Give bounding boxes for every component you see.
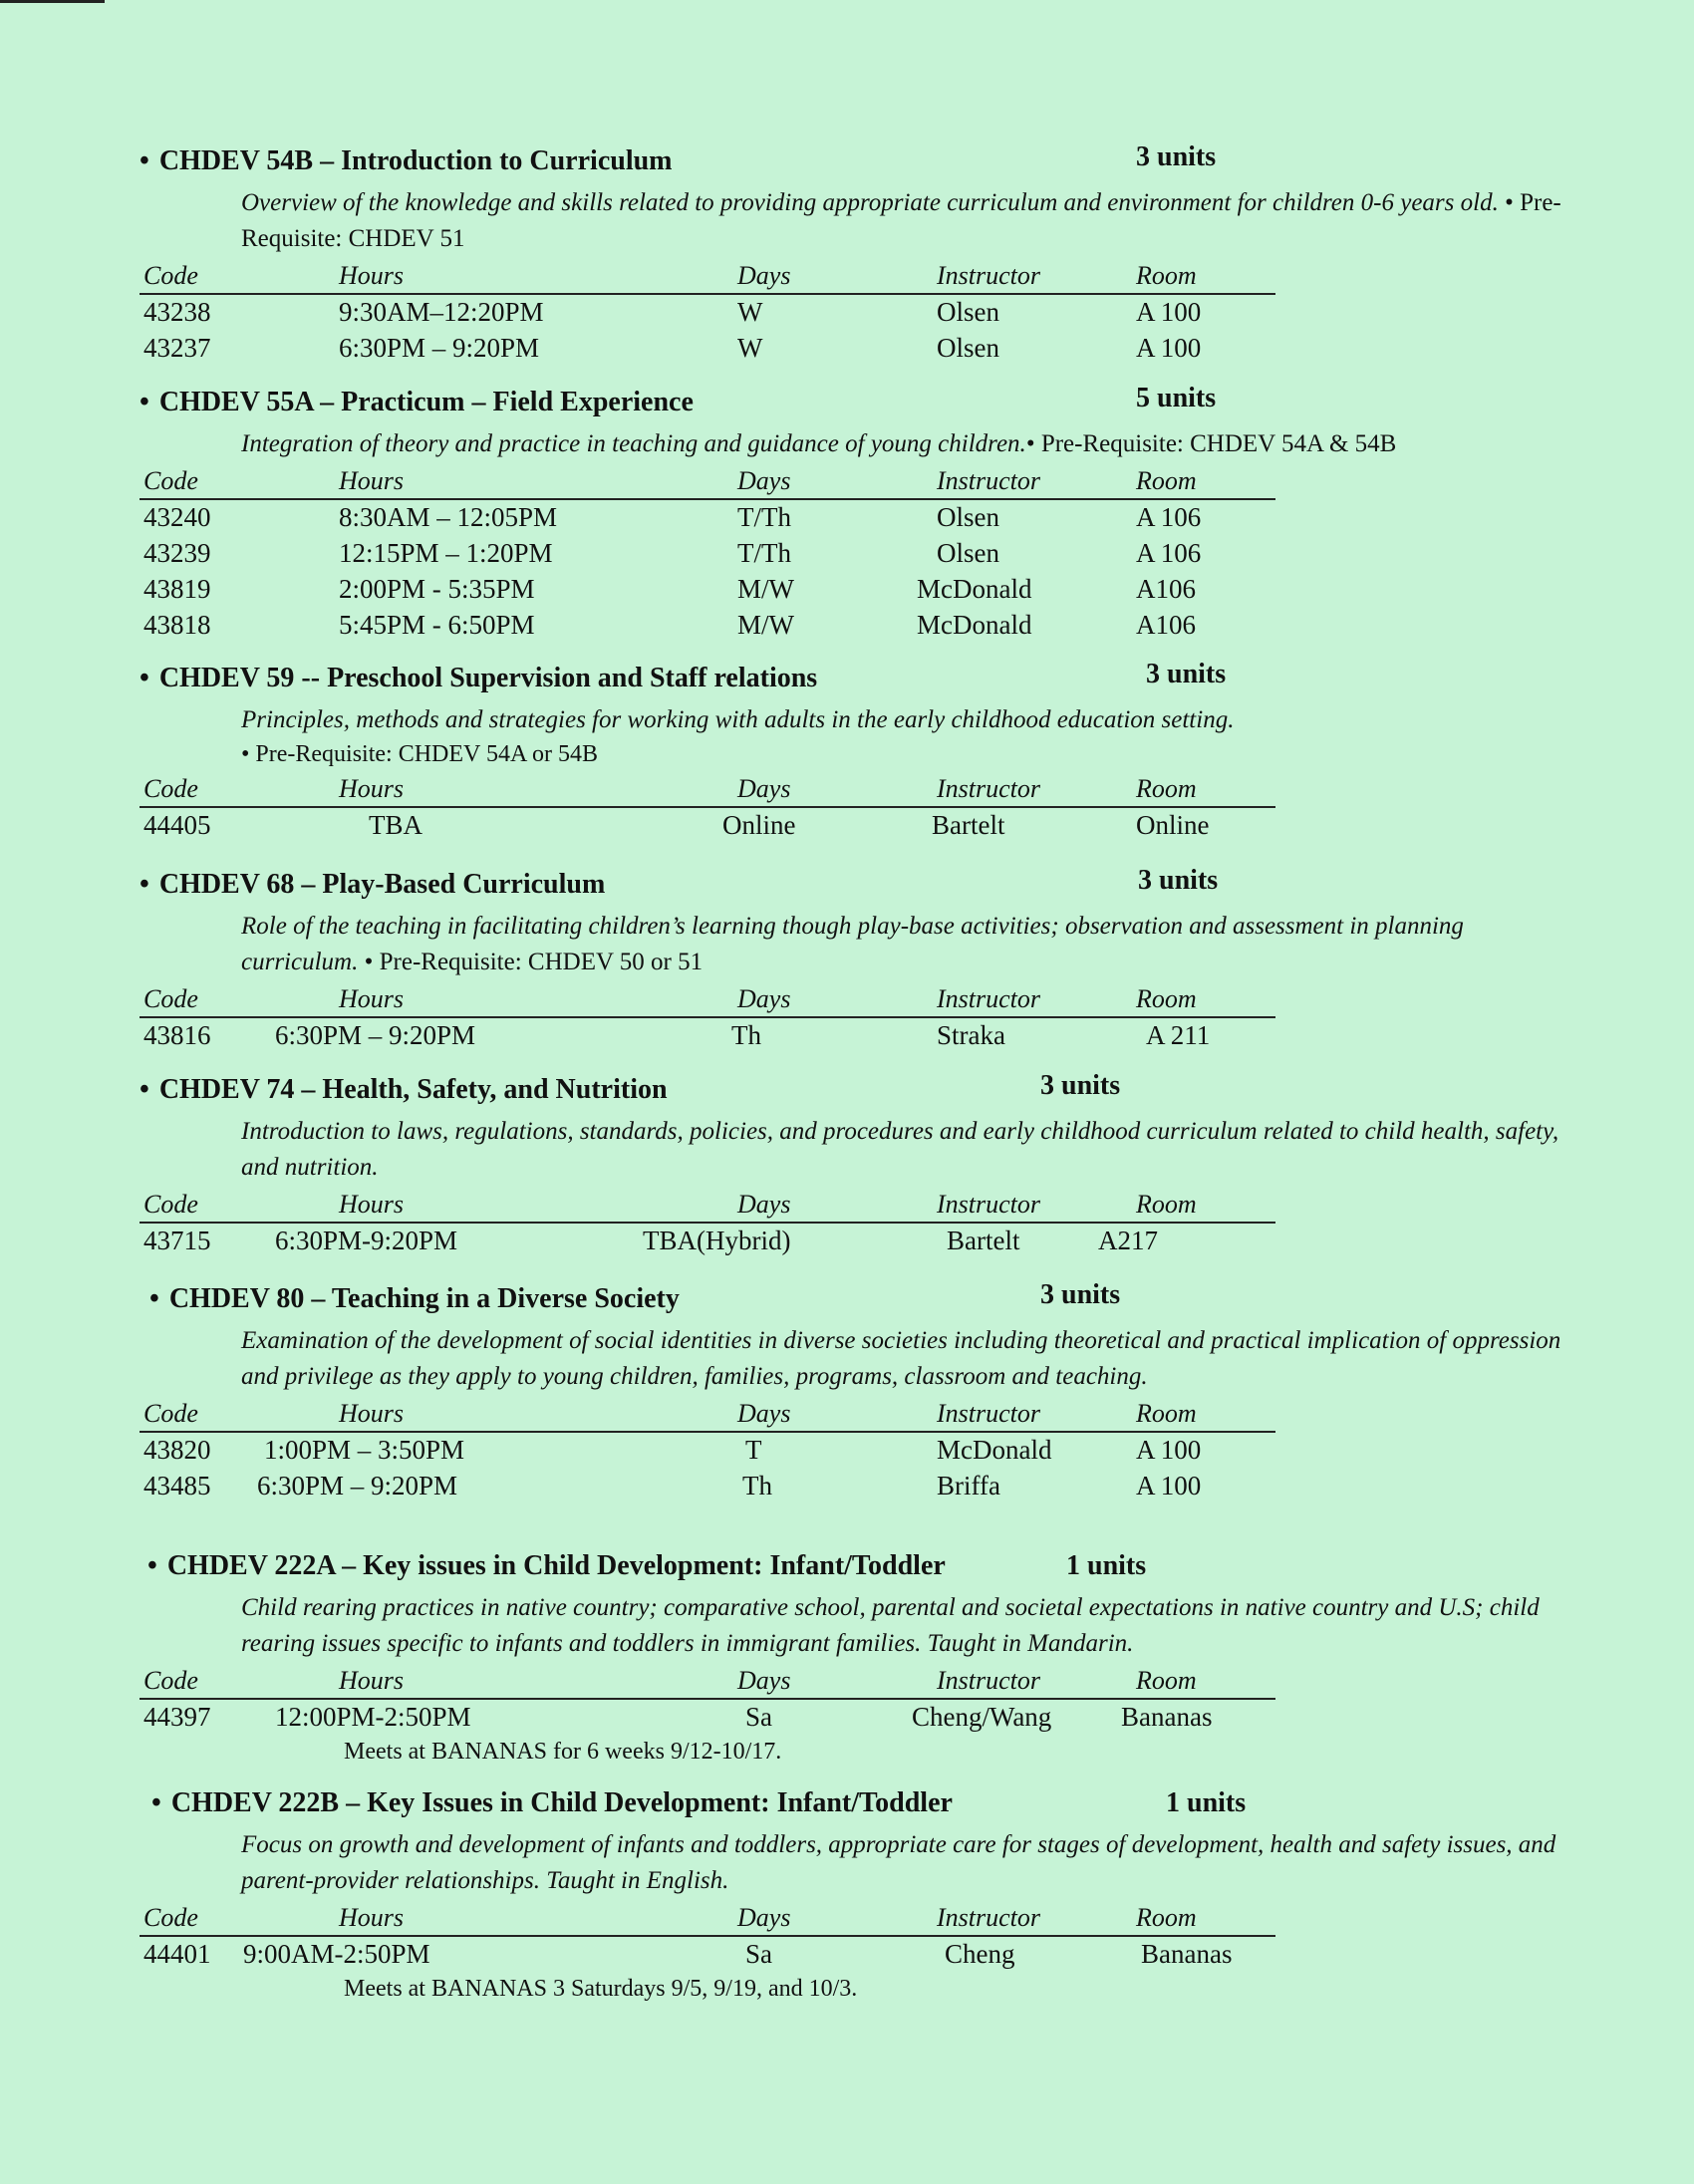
table-row — [140, 1018, 1275, 1054]
course-units: 3 units — [1040, 1070, 1121, 1101]
cell-code: 43818 — [143, 610, 211, 640]
cell-hours: 6:30PM – 9:20PM — [339, 333, 540, 363]
course-title: • CHDEV 222A – Key issues in Child Development: Infant/Toddler — [147, 1550, 946, 1581]
cell-days: T — [745, 1435, 762, 1465]
course-units: 3 units — [1138, 865, 1219, 896]
cell-hours: TBA — [369, 810, 423, 840]
table-row — [140, 1433, 1275, 1469]
section-table — [140, 464, 1275, 644]
header-room: Room — [1136, 984, 1197, 1013]
course-note: Meets at BANANAS 3 Saturdays 9/5, 9/19, and 10/3. — [344, 1976, 858, 2002]
cell-days: T/Th — [737, 538, 791, 568]
cell-instructor: Bartelt — [947, 1226, 1020, 1255]
table-header — [140, 464, 1275, 500]
course-description: Child rearing practices in native country; comparative school, parental and societal expectations in native country and U.S; child rearing issues specific to infants and toddlers in immigrant families. Taught in Mandarin. — [241, 1594, 1540, 1657]
course-prereq: Pre-Requisite: CHDEV 51 — [241, 189, 1561, 252]
cell-days: W — [737, 297, 763, 327]
table-row — [140, 1937, 1275, 1973]
course-description: Principles, methods and strategies for working with adults in the early childhood education setting. — [241, 706, 1235, 733]
cell-instructor: McDonald — [917, 574, 1032, 604]
cell-instructor: Briffa — [937, 1471, 1000, 1501]
header-hours: Hours — [339, 1190, 405, 1219]
table-header — [140, 1901, 1275, 1937]
course-title: • CHDEV 74 – Health, Safety, and Nutrition — [140, 1074, 668, 1105]
course-description: Examination of the development of social identities in diverse societies including theoretical and practical implication of oppression and privilege as they apply to young children, families, programs, classroom and teaching. — [241, 1327, 1561, 1390]
table-row — [140, 1224, 1275, 1259]
header-instructor: Instructor — [937, 261, 1040, 290]
header-instructor: Instructor — [937, 1399, 1040, 1428]
table-header — [140, 772, 1275, 808]
table-header — [140, 259, 1275, 295]
course-chdev-222b — [140, 1787, 1554, 2005]
course-title: • CHDEV 68 – Play-Based Curriculum — [140, 869, 606, 900]
course-header — [140, 141, 1554, 185]
cell-code: 44397 — [143, 1702, 211, 1732]
header-room: Room — [1136, 1190, 1197, 1219]
course-units: 5 units — [1136, 383, 1217, 413]
cell-room: A 100 — [1136, 297, 1202, 327]
header-hours: Hours — [339, 1666, 405, 1695]
cell-hours: 5:45PM - 6:50PM — [339, 610, 535, 640]
section-table — [140, 259, 1275, 367]
course-prereq: Pre-Requisite: CHDEV 50 or 51 — [379, 949, 704, 975]
scan-edge-mark — [0, 0, 105, 3]
header-days: Days — [737, 466, 791, 495]
table-row — [140, 608, 1275, 644]
cell-code: 43485 — [143, 1471, 211, 1501]
table-row — [140, 331, 1275, 367]
course-chdev-74 — [140, 1070, 1559, 1259]
course-header — [140, 659, 1554, 702]
cell-room: A 100 — [1136, 1435, 1202, 1465]
cell-room: Bananas — [1121, 1702, 1213, 1732]
header-days: Days — [737, 261, 791, 290]
header-instructor: Instructor — [937, 1666, 1040, 1695]
course-title: • CHDEV 80 – Teaching in a Diverse Society — [149, 1283, 680, 1314]
section-table — [140, 1397, 1275, 1504]
course-units: 3 units — [1136, 141, 1217, 172]
cell-hours: 6:30PM – 9:20PM — [257, 1471, 458, 1501]
course-chdev-68 — [140, 865, 1554, 1054]
table-row — [140, 1700, 1275, 1736]
header-instructor: Instructor — [937, 774, 1040, 803]
course-title: • CHDEV 222B – Key Issues in Child Development: Infant/Toddler — [151, 1787, 953, 1818]
header-code: Code — [143, 774, 198, 803]
cell-instructor: McDonald — [917, 610, 1032, 640]
cell-days: Sa — [745, 1702, 772, 1732]
course-header — [140, 1787, 1554, 1827]
table-row — [140, 500, 1275, 536]
cell-instructor: Cheng — [945, 1939, 1015, 1969]
cell-room: A 211 — [1146, 1020, 1211, 1050]
header-hours: Hours — [339, 261, 405, 290]
course-title: • CHDEV 59 -- Preschool Supervision and Staff relations — [140, 663, 818, 693]
cell-code: 43715 — [143, 1226, 211, 1255]
cell-code: 44405 — [143, 810, 211, 840]
course-header — [140, 1550, 1554, 1590]
header-days: Days — [737, 984, 791, 1013]
table-row — [140, 808, 1275, 844]
cell-instructor: Cheng/Wang — [912, 1702, 1052, 1732]
section-table — [140, 982, 1275, 1054]
cell-room: A 100 — [1136, 1471, 1202, 1501]
cell-hours: 12:15PM – 1:20PM — [339, 538, 553, 568]
course-units: 1 units — [1166, 1787, 1247, 1818]
course-chdev-80 — [140, 1279, 1561, 1504]
cell-days: M/W — [737, 574, 794, 604]
cell-room: Bananas — [1141, 1939, 1233, 1969]
header-code: Code — [143, 261, 198, 290]
course-header — [140, 1070, 1554, 1114]
cell-days: T/Th — [737, 502, 791, 532]
cell-hours: 6:30PM-9:20PM — [275, 1226, 458, 1255]
cell-room: A106 — [1136, 574, 1196, 604]
cell-code: 43237 — [143, 333, 211, 363]
header-instructor: Instructor — [937, 1903, 1040, 1932]
cell-instructor: Olsen — [937, 333, 999, 363]
header-days: Days — [737, 774, 791, 803]
cell-hours: 1:00PM – 3:50PM — [264, 1435, 465, 1465]
cell-instructor: Straka — [937, 1020, 1005, 1050]
header-code: Code — [143, 1666, 198, 1695]
cell-instructor: Olsen — [937, 297, 999, 327]
table-header — [140, 1397, 1275, 1433]
section-table — [140, 772, 1275, 844]
cell-instructor: Olsen — [937, 538, 999, 568]
course-chdev-55a — [140, 383, 1554, 644]
course-header — [140, 865, 1554, 909]
cell-hours: 9:00AM-2:50PM — [243, 1939, 430, 1969]
cell-hours: 2:00PM - 5:35PM — [339, 574, 535, 604]
header-hours: Hours — [339, 1903, 405, 1932]
course-units: 3 units — [1146, 659, 1227, 689]
course-header — [140, 1279, 1554, 1323]
cell-days: W — [737, 333, 763, 363]
course-chdev-54b — [140, 141, 1561, 367]
header-code: Code — [143, 466, 198, 495]
cell-room: A217 — [1098, 1226, 1158, 1255]
cell-room: Online — [1136, 810, 1210, 840]
table-row — [140, 536, 1275, 572]
cell-days: Sa — [745, 1939, 772, 1969]
header-code: Code — [143, 1399, 198, 1428]
cell-days: Th — [731, 1020, 761, 1050]
header-room: Room — [1136, 1903, 1197, 1932]
section-table — [140, 1188, 1275, 1259]
table-header — [140, 1188, 1275, 1224]
course-description: Integration of theory and practice in teaching and guidance of young children.• Pre-Requisite: CHDEV 54A & 54B — [241, 430, 1397, 457]
cell-room: A 106 — [1136, 538, 1202, 568]
cell-instructor: Bartelt — [932, 810, 1005, 840]
course-units: 3 units — [1040, 1279, 1121, 1310]
course-prereq: Pre-Requisite: CHDEV 54A or 54B — [255, 741, 598, 767]
cell-hours: 9:30AM–12:20PM — [339, 297, 544, 327]
header-code: Code — [143, 1903, 198, 1932]
cell-code: 43240 — [143, 502, 211, 532]
header-hours: Hours — [339, 774, 405, 803]
header-days: Days — [737, 1666, 791, 1695]
table-row — [140, 1469, 1275, 1504]
cell-room: A 106 — [1136, 502, 1202, 532]
header-code: Code — [143, 984, 198, 1013]
course-prereq: Pre-Requisite: CHDEV 54A & 54B — [1040, 430, 1397, 457]
table-row — [140, 295, 1275, 331]
course-units: 1 units — [1066, 1550, 1147, 1581]
cell-days: Th — [742, 1471, 772, 1501]
course-note: Meets at BANANAS for 6 weeks 9/12-10/17. — [344, 1739, 782, 1765]
cell-code: 43816 — [143, 1020, 211, 1050]
cell-days: M/W — [737, 610, 794, 640]
cell-code: 43819 — [143, 574, 211, 604]
cell-code: 43239 — [143, 538, 211, 568]
cell-hours: 12:00PM-2:50PM — [275, 1702, 471, 1732]
header-room: Room — [1136, 1666, 1197, 1695]
table-header — [140, 1664, 1275, 1700]
cell-instructor: Olsen — [937, 502, 999, 532]
header-code: Code — [143, 1190, 198, 1219]
header-days: Days — [737, 1903, 791, 1932]
header-instructor: Instructor — [937, 466, 1040, 495]
cell-hours: 8:30AM – 12:05PM — [339, 502, 558, 532]
header-room: Room — [1136, 774, 1197, 803]
header-instructor: Instructor — [937, 1190, 1040, 1219]
cell-days: TBA(Hybrid) — [643, 1226, 791, 1255]
cell-room: A 100 — [1136, 333, 1202, 363]
section-table — [140, 1901, 1275, 1973]
course-chdev-59 — [140, 659, 1554, 844]
header-days: Days — [737, 1399, 791, 1428]
section-table — [140, 1664, 1275, 1736]
cell-hours: 6:30PM – 9:20PM — [275, 1020, 476, 1050]
course-chdev-222a — [140, 1550, 1554, 1768]
header-room: Room — [1136, 1399, 1197, 1428]
table-row — [140, 572, 1275, 608]
course-title: • CHDEV 54B – Introduction to Curriculum — [140, 145, 673, 176]
course-description: Role of the teaching in facilitating children’s learning though play-base activities; observation and assessment in planning curriculum. • Pre-Requisite: CHDEV 50 or 51 — [241, 913, 1464, 975]
course-prereq-line: • Pre-Requisite: CHDEV 54A or 54B — [241, 741, 598, 767]
cell-code: 44401 — [143, 1939, 211, 1969]
table-header — [140, 982, 1275, 1018]
course-description: Introduction to laws, regulations, standards, policies, and procedures and early childhood curriculum related to child health, safety, and nutrition. — [241, 1118, 1559, 1181]
cell-code: 43820 — [143, 1435, 211, 1465]
course-description: Overview of the knowledge and skills related to providing appropriate curriculum and environment for children 0-6 years old. • Pre-Requisite: CHDEV 51 — [241, 189, 1561, 252]
course-description: Focus on growth and development of infants and toddlers, appropriate care for stages of development, health and safety issues, and parent-provider relationships. Taught in English. — [241, 1831, 1556, 1894]
header-days: Days — [737, 1190, 791, 1219]
header-instructor: Instructor — [937, 984, 1040, 1013]
cell-days: Online — [722, 810, 796, 840]
header-hours: Hours — [339, 984, 405, 1013]
cell-code: 43238 — [143, 297, 211, 327]
header-room: Room — [1136, 466, 1197, 495]
header-hours: Hours — [339, 466, 405, 495]
cell-instructor: McDonald — [937, 1435, 1052, 1465]
header-hours: Hours — [339, 1399, 405, 1428]
course-title: • CHDEV 55A – Practicum – Field Experience — [140, 387, 694, 417]
header-room: Room — [1136, 261, 1197, 290]
course-header — [140, 383, 1554, 426]
cell-room: A106 — [1136, 610, 1196, 640]
